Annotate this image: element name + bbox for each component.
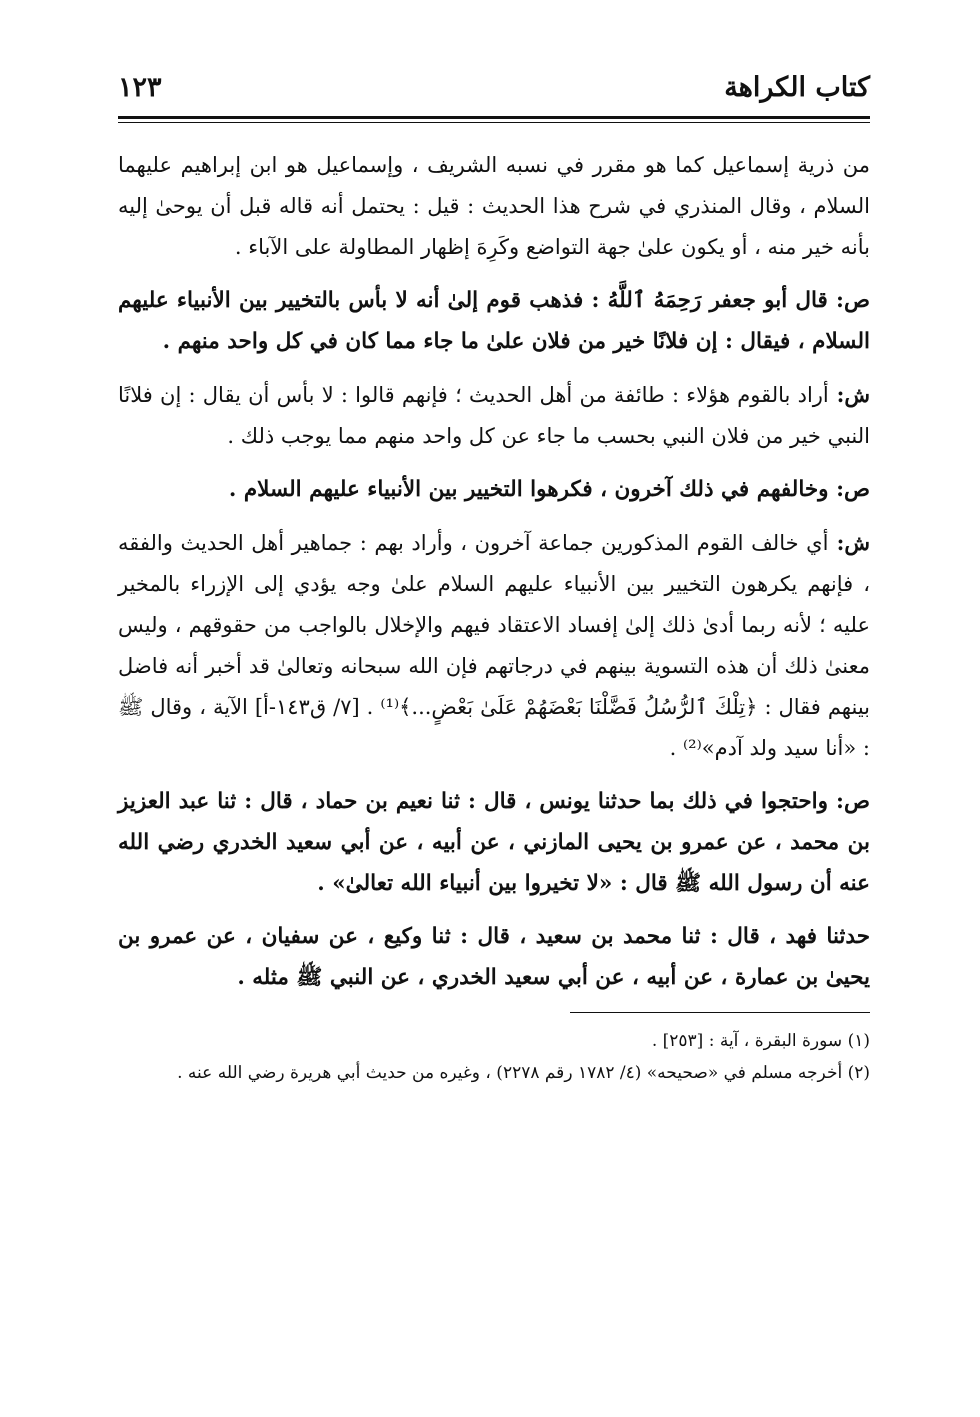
- paragraph: [118, 280, 870, 362]
- paragraph-text: وخالفهم في ذلك آخرون ، فكرهوا التخيير بين الأنبياء عليهم السلام .: [228, 477, 829, 502]
- footnote-separator: [570, 1012, 870, 1013]
- footnotes: [118, 1025, 870, 1089]
- paragraph-text: حدثنا فهد ، قال : ثنا محمد بن سعيد ، قال : ثنا وكيع ، عن سفيان ، عن عمرو بن يحيىٰ بن عمارة ، عن أبيه ، عن أبي سعيد الخدري ، عن النبي ﷺ مثله .: [118, 924, 870, 990]
- paragraph: [118, 916, 870, 998]
- main-text: [118, 145, 870, 998]
- header-rule-thin: [118, 122, 870, 123]
- paragraph-text: أي خالف القوم المذكورين جماعة آخرون ، وأراد بهم : جماهير أهل الحديث والفقه ، فإنهم يكرهون التخيير بين الأنبياء عليهم السلام علىٰ وجه يؤدي إلى الإزراء بالمخير عليه ؛ لأنه ربما أدىٰ ذلك إلىٰ إفساد الاعتقاد فيهم والإخلال بالواجب من حقوقهم ، وليس معنىٰ ذلك أن هذه التسوية بينهم في درجاتهم فإن الله سبحانه وتعالىٰ قد أخبر أنه فاضل بينهم فقال : ﴿تِلْكَ ٱلرُّسُلُ فَضَّلْنَا بَعْضَهُمْ عَلَىٰ بَعْضٍ...﴾⁽¹⁾ . [٧/ ق١٤٣-أ] الآية ، وقال ﷺ : «أنا سيد ولد آدم»⁽²⁾ .: [118, 531, 870, 760]
- paragraph-label: ش:: [828, 382, 871, 407]
- paragraph-label: ش:: [828, 530, 871, 555]
- paragraph-text: من ذرية إسماعيل كما هو مقرر في نسبه الشريف ، وإسماعيل هو ابن إبراهيم عليهما السلام ، وقال المنذري في شرح هذا الحديث : قيل : يحتمل أنه قاله قبل أن يوحىٰ إليه بأنه خير منه ، أو يكون علىٰ جهة التواضع وكَرِهَ إظهار المطاولة على الآباء .: [118, 153, 870, 259]
- page-number: ١٢٣: [118, 72, 162, 103]
- paragraph-text: واحتجوا في ذلك بما حدثنا يونس ، قال : ثنا نعيم بن حماد ، قال : ثنا عبد العزيز بن محمد ، عن عمرو بن يحيى المازني ، عن أبيه ، عن أبي سعيد الخدري رضي الله عنه أن رسول الله ﷺ قال : «لا تخيروا بين أنبياء الله تعالىٰ» .: [118, 789, 870, 896]
- paragraph: [118, 469, 870, 510]
- page: [118, 60, 870, 1360]
- paragraph-label: ص:: [827, 288, 870, 313]
- paragraph-label: ص:: [828, 789, 870, 814]
- paragraph: [118, 145, 870, 268]
- header-rule-thick: [118, 116, 870, 119]
- footnote: (١) سورة البقرة ، آية : [٢٥٣] .: [651, 1031, 870, 1051]
- paragraph: [118, 374, 870, 457]
- paragraph: [118, 522, 870, 769]
- paragraph-label: ص:: [828, 477, 870, 502]
- book-section-title: كتاب الكراهة: [724, 72, 870, 103]
- paragraph-text: قال أبو جعفر رَحِمَهُ ٱللَّهُ : فذهب قوم إلىٰ أنه لا بأس بالتخيير بين الأنبياء عليهم السلام ، فيقال : إن فلانًا خير من فلان علىٰ ما جاء مما كان في كل واحد منهم .: [118, 288, 870, 354]
- paragraph-text: أراد بالقوم هؤلاء : طائفة من أهل الحديث ؛ فإنهم قالوا : لا بأس أن يقال : إن فلانًا النبي خير من فلان النبي بحسب ما جاء عن كل واحد منهم مما يوجب ذلك .: [118, 383, 870, 448]
- paragraph: [118, 781, 870, 904]
- footnote: (٢) أخرجه مسلم في «صحيحه» (٤/ ١٧٨٢ رقم ٢٢٧٨) ، وغيره من حديث أبي هريرة رضي الله عنه .: [177, 1063, 870, 1083]
- page-header: [118, 60, 870, 112]
